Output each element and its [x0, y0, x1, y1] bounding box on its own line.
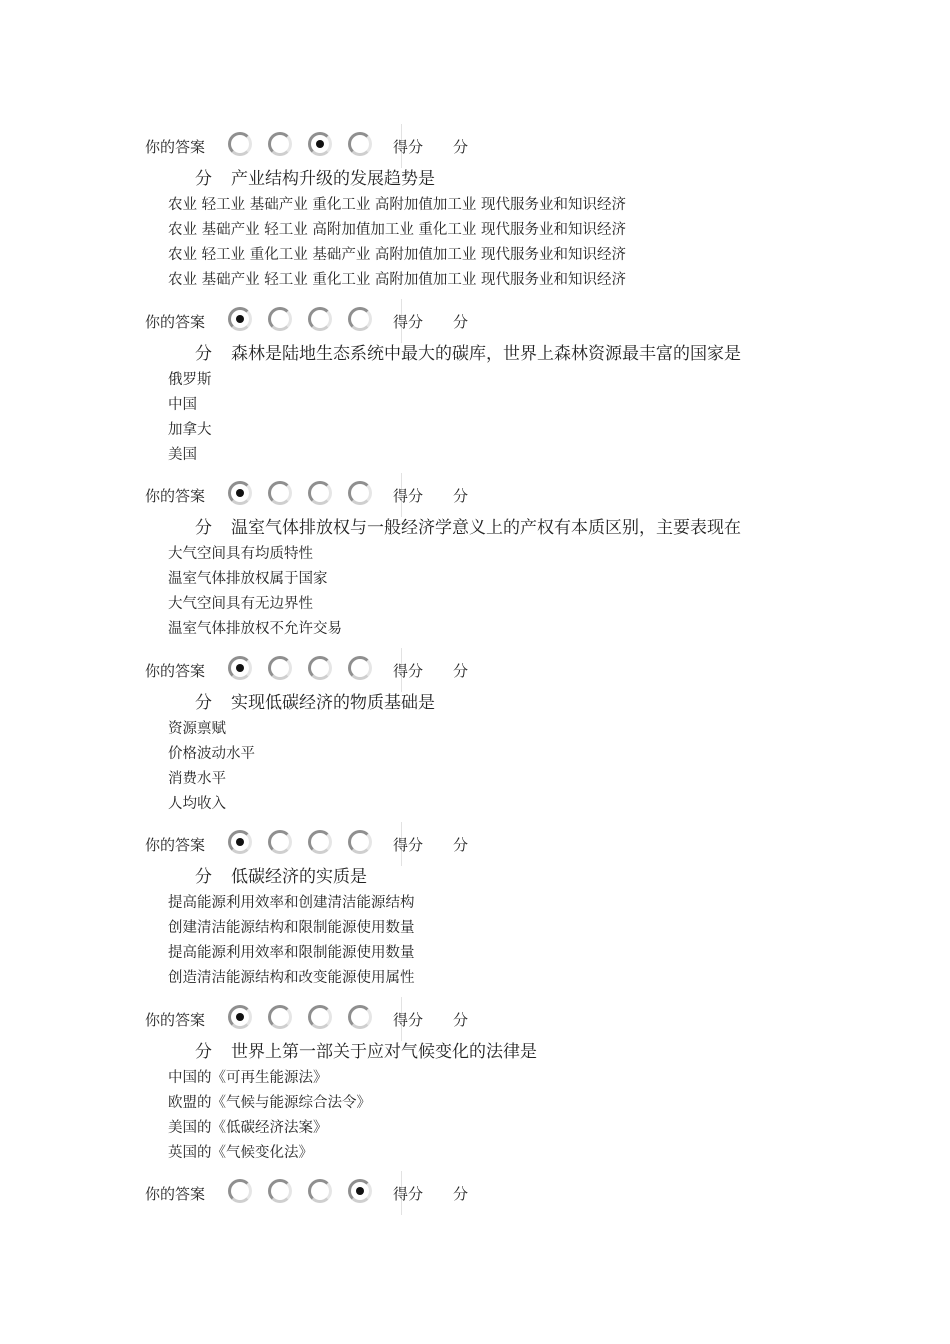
radio-selected-dot — [236, 315, 244, 323]
answer-option[interactable]: 农业 基础产业 轻工业 高附加值加工业 重化工业 现代服务业和知识经济 — [168, 222, 627, 238]
answer-option[interactable]: 价格波动水平 — [168, 745, 255, 762]
answer-radio-4[interactable] — [348, 132, 372, 156]
answer-row — [145, 1177, 545, 1207]
score-unit: 分 — [453, 661, 469, 680]
answer-label: 你的答案 — [145, 312, 206, 331]
answer-option[interactable]: 欧盟的《气候与能源综合法令》 — [168, 1094, 371, 1111]
score-unit: 分 — [453, 487, 469, 505]
answer-option[interactable]: 俄罗斯 — [168, 371, 212, 388]
answer-option[interactable]: 美国 — [168, 446, 197, 463]
score-unit: 分 — [453, 1010, 469, 1029]
answer-option[interactable]: 温室气体排放权属于国家 — [168, 571, 328, 587]
score-label: 得分 — [393, 1010, 424, 1029]
score-unit: 分 — [453, 138, 469, 156]
question-text: 产业结构升级的发展趋势是 — [231, 169, 435, 189]
question-text: 世界上第一部关于应对气候变化的法律是 — [231, 1041, 537, 1062]
score-label: 得分 — [393, 487, 424, 505]
radio-selected-dot — [236, 838, 244, 846]
answer-row — [145, 654, 545, 684]
answer-radio-3[interactable] — [308, 481, 332, 505]
score-unit: 分 — [453, 1185, 469, 1203]
answer-radio-2[interactable] — [268, 1005, 292, 1029]
answer-option[interactable]: 中国的《可再生能源法》 — [168, 1069, 328, 1086]
answer-option[interactable]: 温室气体排放权不允许交易 — [168, 621, 342, 637]
answer-radio-2[interactable] — [268, 481, 292, 505]
score-label: 得分 — [393, 312, 424, 331]
answer-radio-2[interactable] — [268, 656, 292, 680]
answer-radio-4[interactable] — [348, 1179, 372, 1203]
answer-option[interactable]: 英国的《气候变化法》 — [168, 1144, 313, 1161]
answer-radio-3[interactable] — [308, 132, 332, 156]
answer-radio-2[interactable] — [268, 132, 292, 156]
answer-radio-2[interactable] — [268, 1179, 292, 1203]
answer-label: 你的答案 — [145, 836, 206, 854]
answer-radio-2[interactable] — [268, 830, 292, 854]
answer-option[interactable]: 人均收入 — [168, 795, 226, 812]
answer-row — [145, 130, 545, 160]
answer-radio-3[interactable] — [308, 1005, 332, 1029]
answer-radio-3[interactable] — [308, 307, 332, 331]
answer-option[interactable]: 大气空间具有无边界性 — [168, 596, 313, 612]
answer-option[interactable]: 中国 — [168, 396, 197, 413]
answer-row — [145, 1003, 545, 1033]
radio-selected-dot — [236, 489, 244, 497]
question-points: 分 — [195, 1041, 212, 1062]
question-points: 分 — [195, 343, 212, 364]
answer-radio-3[interactable] — [308, 656, 332, 680]
radio-selected-dot — [356, 1187, 364, 1195]
answer-option[interactable]: 加拿大 — [168, 421, 212, 438]
answer-option[interactable]: 农业 轻工业 重化工业 基础产业 高附加值加工业 现代服务业和知识经济 — [168, 247, 627, 263]
answer-option[interactable]: 创建清洁能源结构和限制能源使用数量 — [168, 920, 415, 936]
answer-radio-1[interactable] — [228, 1005, 252, 1029]
answer-radio-4[interactable] — [348, 1005, 372, 1029]
answer-radio-1[interactable] — [228, 830, 252, 854]
answer-radio-1[interactable] — [228, 481, 252, 505]
answer-radio-4[interactable] — [348, 481, 372, 505]
answer-radio-1[interactable] — [228, 656, 252, 680]
answer-label: 你的答案 — [145, 661, 206, 680]
question-text: 温室气体排放权与一般经济学意义上的产权有本质区别，主要表现在 — [231, 518, 741, 538]
answer-option[interactable]: 消费水平 — [168, 770, 226, 787]
score-unit: 分 — [453, 312, 469, 331]
question-points: 分 — [195, 867, 212, 887]
answer-row — [145, 305, 545, 335]
answer-radio-1[interactable] — [228, 132, 252, 156]
answer-option[interactable]: 提高能源利用效率和限制能源使用数量 — [168, 945, 415, 961]
question-text: 低碳经济的实质是 — [231, 867, 367, 887]
answer-option[interactable]: 农业 轻工业 基础产业 重化工业 高附加值加工业 现代服务业和知识经济 — [168, 197, 627, 213]
question-points: 分 — [195, 169, 212, 189]
answer-label: 你的答案 — [145, 487, 206, 505]
answer-option[interactable]: 农业 基础产业 轻工业 重化工业 高附加值加工业 现代服务业和知识经济 — [168, 272, 627, 288]
radio-selected-dot — [316, 140, 324, 148]
question-text: 森林是陆地生态系统中最大的碳库，世界上森林资源最丰富的国家是 — [231, 343, 741, 364]
answer-radio-3[interactable] — [308, 830, 332, 854]
answer-label: 你的答案 — [145, 1010, 206, 1029]
score-unit: 分 — [453, 836, 469, 854]
score-label: 得分 — [393, 1185, 424, 1203]
answer-row — [145, 828, 545, 858]
score-label: 得分 — [393, 661, 424, 680]
answer-row — [145, 479, 545, 509]
answer-radio-1[interactable] — [228, 1179, 252, 1203]
answer-label: 你的答案 — [145, 1185, 206, 1203]
question-points: 分 — [195, 692, 212, 713]
answer-radio-2[interactable] — [268, 307, 292, 331]
question-points: 分 — [195, 518, 212, 538]
answer-option[interactable]: 美国的《低碳经济法案》 — [168, 1119, 328, 1136]
answer-option[interactable]: 创造清洁能源结构和改变能源使用属性 — [168, 970, 415, 986]
answer-option[interactable]: 提高能源利用效率和创建清洁能源结构 — [168, 895, 415, 911]
question-text: 实现低碳经济的物质基础是 — [231, 692, 435, 713]
answer-label: 你的答案 — [145, 138, 206, 156]
answer-radio-3[interactable] — [308, 1179, 332, 1203]
answer-radio-4[interactable] — [348, 307, 372, 331]
radio-selected-dot — [236, 664, 244, 672]
answer-radio-4[interactable] — [348, 656, 372, 680]
answer-option[interactable]: 大气空间具有均质特性 — [168, 546, 313, 562]
answer-option[interactable]: 资源禀赋 — [168, 720, 226, 737]
radio-selected-dot — [236, 1013, 244, 1021]
score-label: 得分 — [393, 836, 424, 854]
answer-radio-1[interactable] — [228, 307, 252, 331]
score-label: 得分 — [393, 138, 424, 156]
answer-radio-4[interactable] — [348, 830, 372, 854]
